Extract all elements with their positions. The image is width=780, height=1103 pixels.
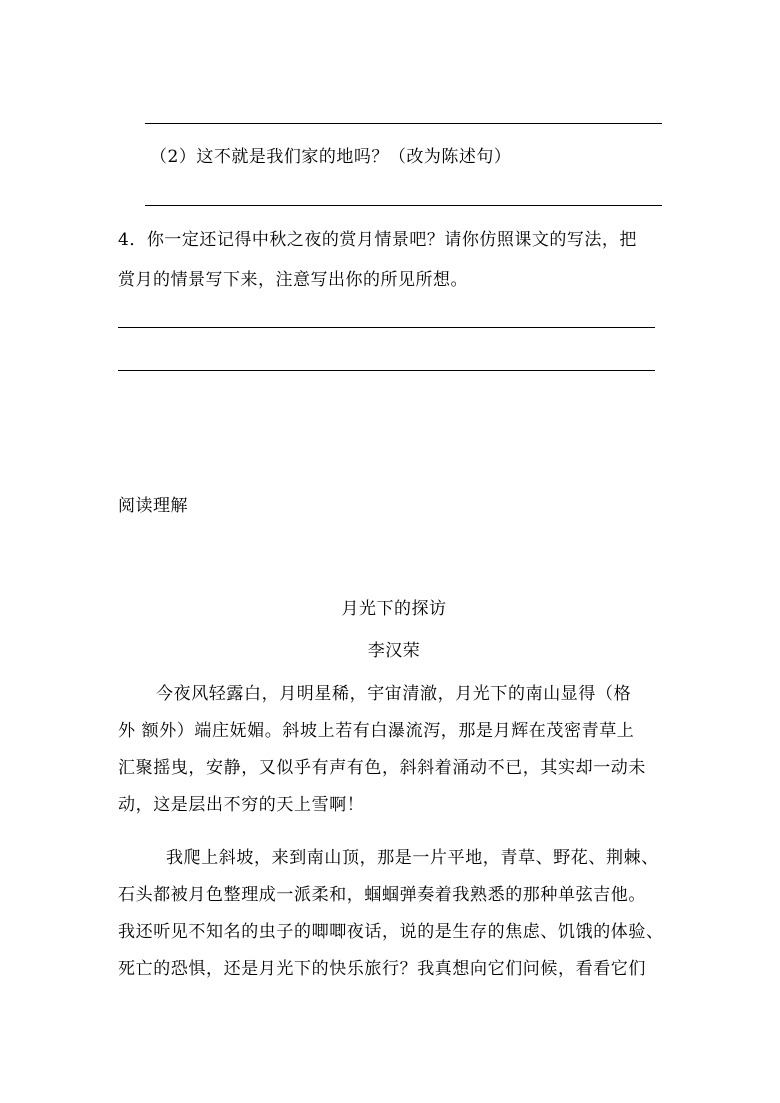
paragraph-line: 石头都被月色整理成一派柔和，蝈蝈弹奏着我熟悉的那种单弦吉他。: [118, 885, 646, 905]
question-2-prompt: （2）这不就是我们家的地吗？（改为陈述句）: [150, 147, 512, 167]
section-heading: 阅读理解: [118, 496, 188, 516]
answer-line: [145, 205, 662, 206]
article-paragraph-2: [118, 840, 663, 988]
paragraph-line: 今夜风轻露白，月明星稀，宇宙清澈，月光下的南山显得（格: [156, 684, 632, 704]
article-paragraph-1: [118, 676, 663, 824]
article-title: 月光下的探访: [341, 599, 447, 619]
question-4-line-2: 赏月的情景写下来，注意写出你的所见所想。: [118, 270, 468, 290]
article-author: 李汉荣: [367, 641, 421, 661]
answer-line: [145, 123, 662, 124]
paragraph-line: 动，这是层出不穷的天上雪啊！: [118, 795, 365, 815]
paragraph-line: 汇聚摇曳，安静，又似乎有声有色，斜斜着涌动不已，其实却一动未: [118, 758, 646, 778]
paragraph-line: 死亡的恐惧，还是月光下的快乐旅行？我真想向它们问候，看看它们: [118, 959, 646, 979]
paragraph-line: 外 额外）端庄妩媚。斜坡上若有白瀑流泻，那是月辉在茂密青草上: [118, 721, 635, 741]
answer-line: [118, 327, 655, 328]
question-4-line-1: 4．你一定还记得中秋之夜的赏月情景吧？请你仿照课文的写法，把: [118, 230, 637, 250]
paragraph-line: 我爬上斜坡，来到南山顶，那是一片平地，青草、野花、荆棘、: [166, 848, 659, 868]
paragraph-line: 我还听见不知名的虫子的唧唧夜话，说的是生存的焦虑、饥饿的体验、: [118, 922, 664, 942]
answer-line: [118, 370, 655, 371]
